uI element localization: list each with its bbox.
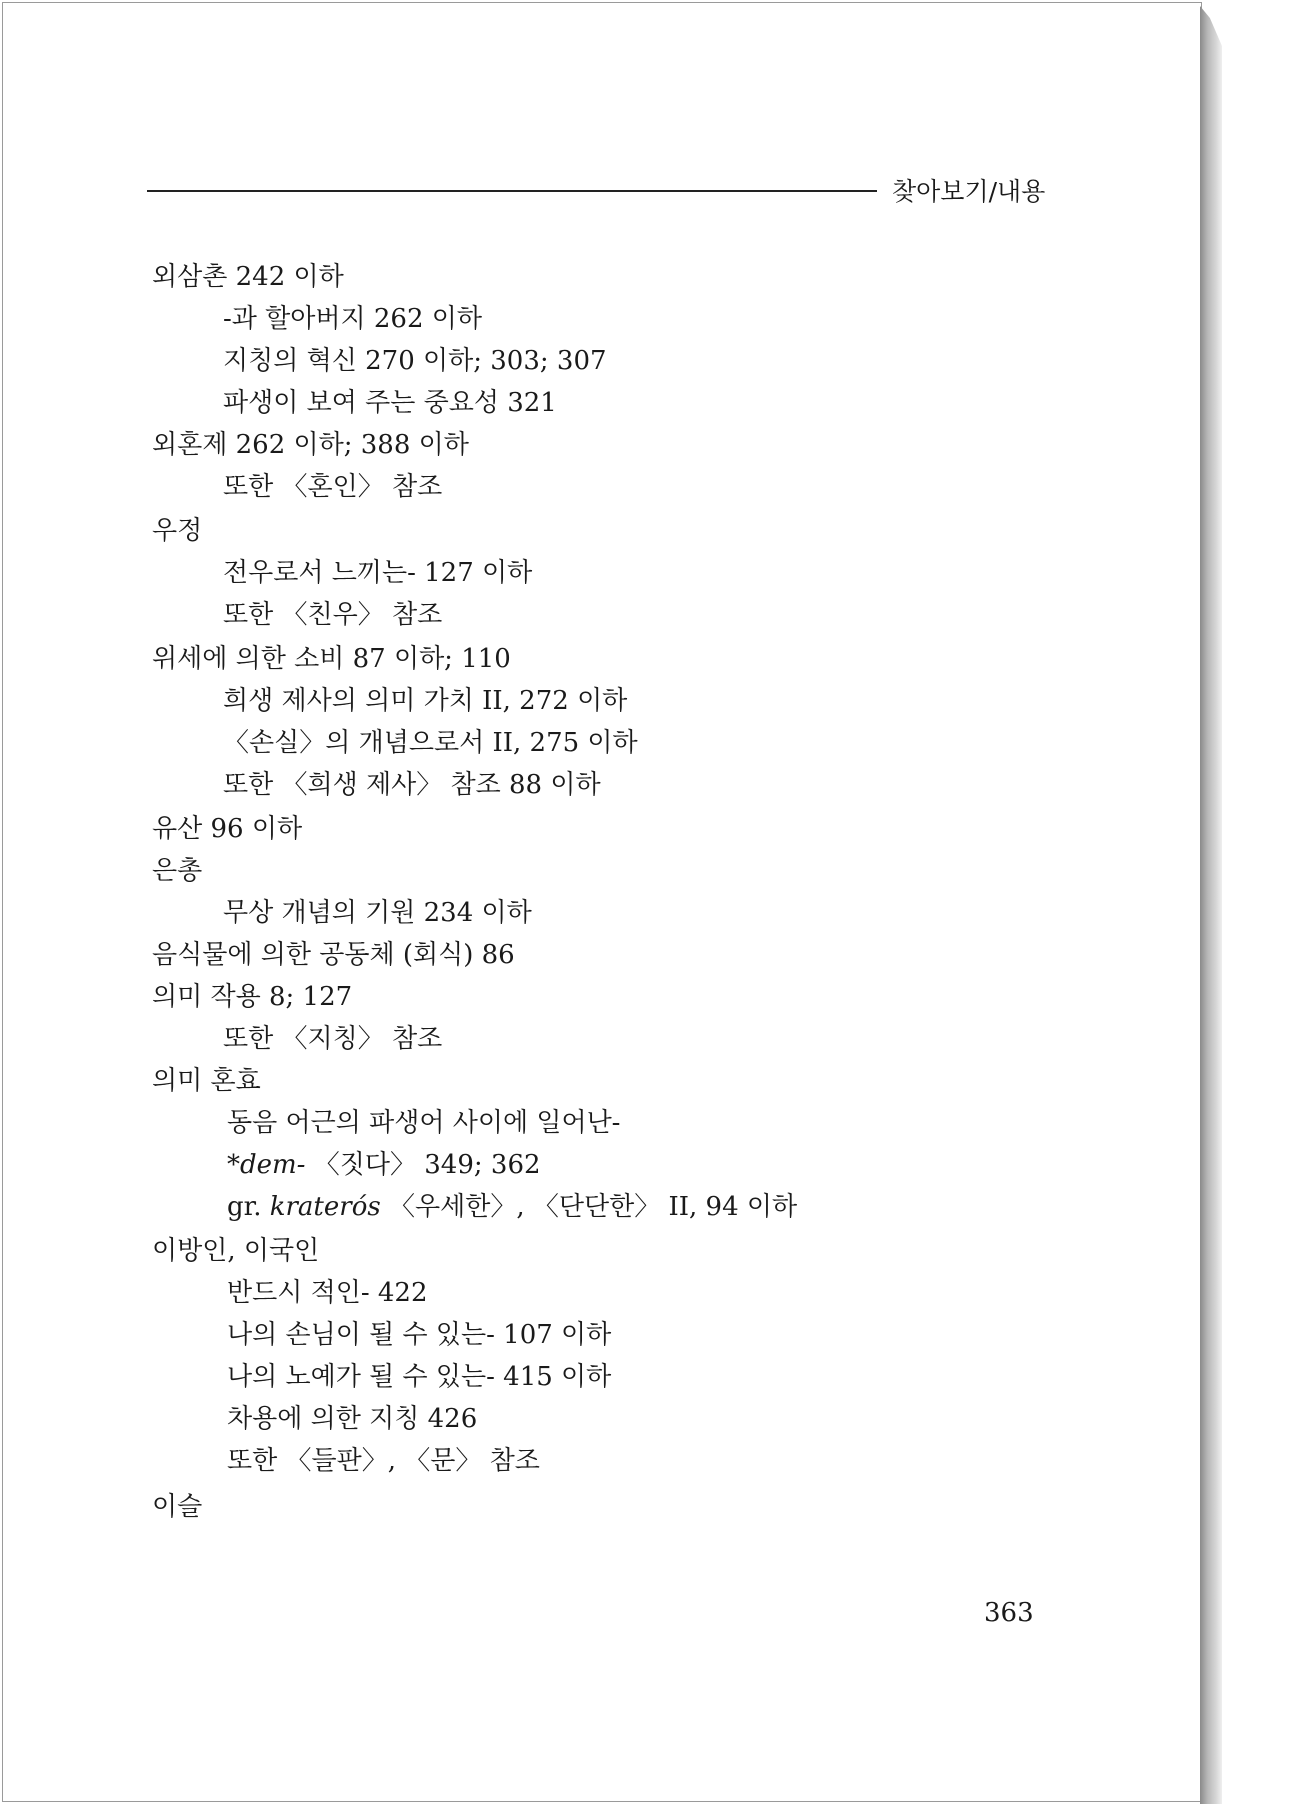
entry-text: 〈손실〉의 개념으로서 II, 275 이하 [223,728,638,758]
entry-text: 이슬 [152,1492,203,1522]
index-subentry [223,602,442,628]
index-subentry [223,474,442,500]
entry-text: 반드시 적인- 422 [227,1278,428,1308]
entry-text: 나의 손님이 될 수 있는- 107 이하 [227,1320,612,1350]
page-edge [1200,6,1222,1804]
entry-text: 우정 [152,516,203,546]
index-entry [152,942,515,968]
index-entry [152,1238,319,1264]
entry-text: 은총 [152,856,203,886]
entry-text: 유산 96 이하 [152,814,303,844]
entry-text: 음식물에 의한 공동체 (회식) 86 [152,940,515,970]
index-subentry [227,1322,611,1348]
index-subentry [227,1194,797,1220]
entry-text: 나의 노예가 될 수 있는- 415 이하 [227,1362,612,1392]
entry-text: 또한 〈친우〉 참조 [223,600,443,630]
index-subentry [227,1448,540,1474]
index-subentry [227,1406,477,1432]
index-subentry [223,688,627,714]
entry-text: 이방인, 이국인 [152,1236,320,1266]
entry-text: 외혼제 262 이하; 388 이하 [152,430,469,460]
index-entry [152,1068,261,1094]
entry-text: 의미 작용 8; 127 [152,982,353,1012]
entry-text: 차용에 의한 지칭 426 [227,1404,478,1434]
entry-text: 전우로서 느끼는- 127 이하 [223,558,533,588]
index-subentry [227,1110,620,1136]
index-entry [152,518,202,544]
entry-text: 의미 혼효 [152,1066,261,1096]
index-subentry [223,730,638,756]
index-subentry [227,1364,611,1390]
index-entry [152,1494,202,1520]
entry-term: kraterós [269,1192,381,1222]
entry-text: 외삼촌 242 이하 [152,262,344,292]
index-subentry [223,560,532,586]
entry-text: 희생 제사의 의미 가치 II, 272 이하 [223,686,628,716]
running-header: 찾아보기/내용 [892,177,1046,206]
entry-prefix: gr. [227,1192,270,1222]
entry-text: 동음 어근의 파생어 사이에 일어난- [227,1108,621,1138]
entry-text: 또한 〈들판〉, 〈문〉 참조 [227,1446,540,1476]
index-entry [152,646,511,672]
index-subentry [223,772,601,798]
entry-term: *dem- [227,1150,306,1180]
entry-text: 지칭의 혁신 270 이하; 303; 307 [223,346,607,376]
index-subentry [223,306,482,332]
index-entry [152,432,469,458]
index-entry [152,264,344,290]
index-entry [152,858,202,884]
index-subentry [223,900,532,926]
page-number: 363 [984,1598,1034,1628]
entry-text: 파생이 보여 주는 중요성 321 [223,388,557,418]
entry-text: 〈짓다〉 349; 362 [305,1150,541,1180]
index-subentry [223,348,607,374]
index-entry [152,984,352,1010]
entry-text: 〈우세한〉, 〈단단한〉 II, 94 이하 [380,1192,798,1222]
entry-text: 또한 〈희생 제사〉 참조 88 이하 [223,770,601,800]
entry-text: 또한 〈지칭〉 참조 [223,1024,443,1054]
entry-text: -과 할아버지 262 이하 [223,304,483,334]
entry-text: 위세에 의한 소비 87 이하; 110 [152,644,511,674]
index-subentry [227,1152,541,1178]
header-rule [147,190,877,192]
entry-text: 무상 개념의 기원 234 이하 [223,898,532,928]
index-entry [152,816,302,842]
entry-text: 또한 〈혼인〉 참조 [223,472,443,502]
index-subentry [223,390,557,416]
index-subentry [227,1280,428,1306]
index-subentry [223,1026,442,1052]
